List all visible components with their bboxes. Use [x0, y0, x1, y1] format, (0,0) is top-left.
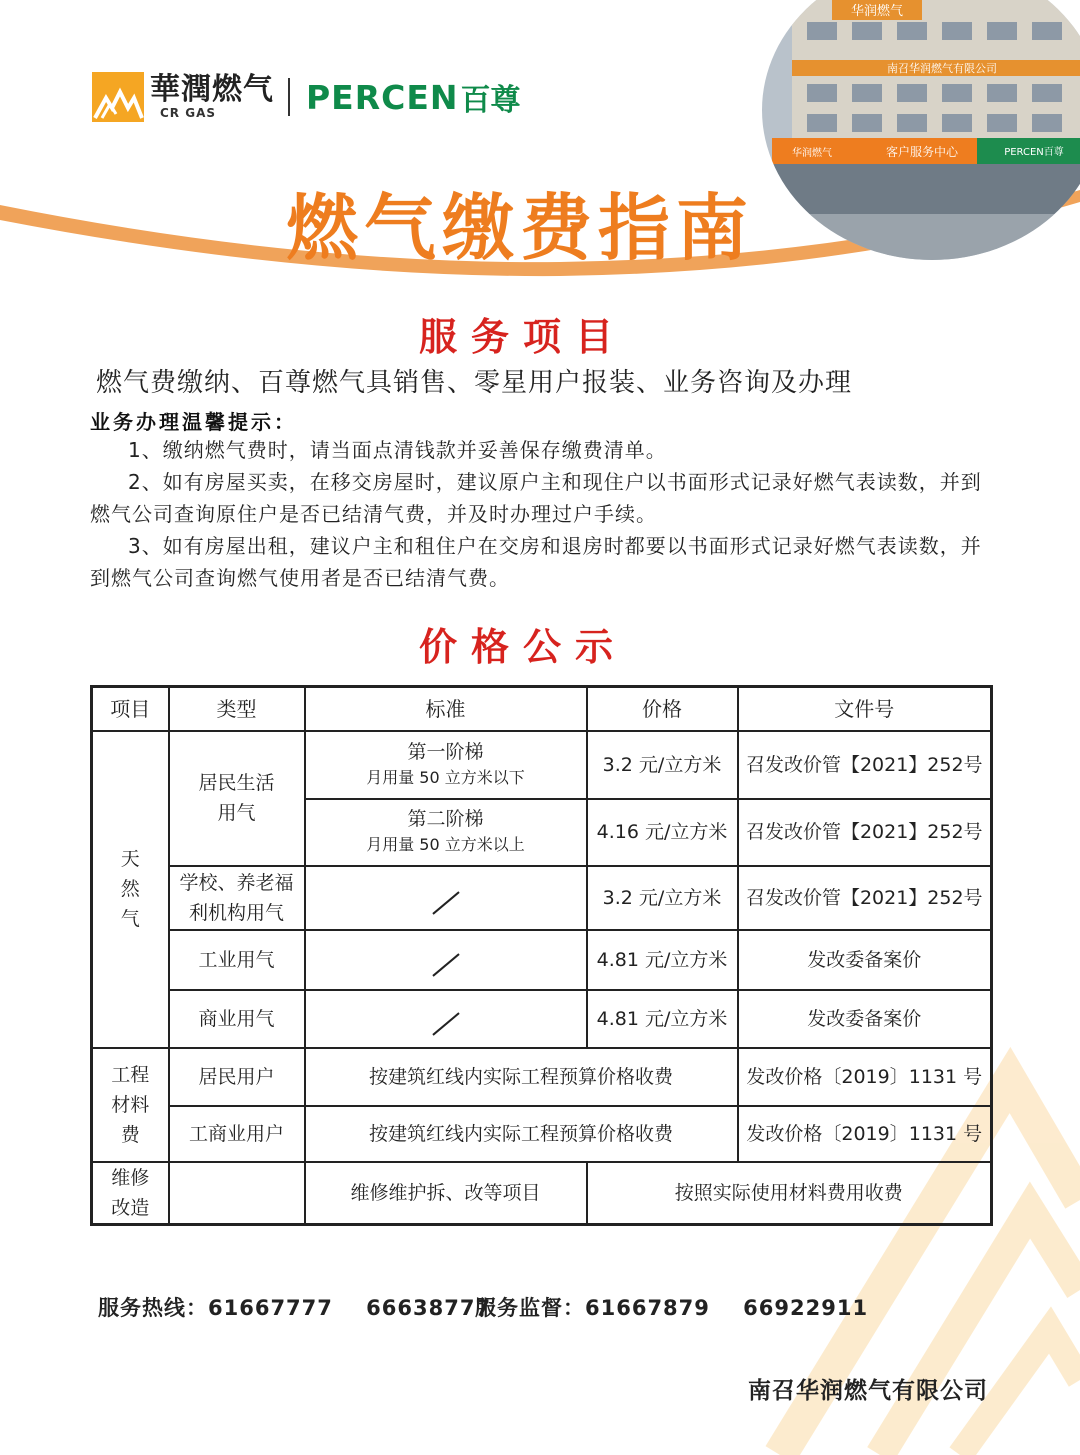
category-label: 天然气 [120, 848, 140, 930]
standard-cell-empty [305, 930, 587, 990]
table-row [92, 1106, 992, 1162]
tier-name: 第一阶梯 [407, 740, 484, 763]
price-table [90, 685, 993, 1226]
tip-item: 3、如有房屋出租，建议户主和租住户在交房和退房时都要以书面形式记录好燃气表读数，并到燃气公司查询燃气使用者是否已结清气费。 [90, 534, 982, 590]
table-row [92, 930, 992, 990]
category-engineering [92, 1048, 169, 1162]
cr-gas-logo-icon [92, 72, 144, 122]
standard-cell: 维修维护拆、改等项目 [305, 1162, 587, 1225]
price-cell: 4.81 元/立方米 [587, 930, 738, 990]
standard-cell-empty [305, 866, 587, 930]
table-header-row [92, 687, 992, 731]
brand-logo [92, 72, 521, 122]
percen-wordmark: PERCEN [306, 77, 459, 117]
service-description: 燃气费缴纳、百尊燃气具销售、零星用户报装、业务咨询及办理 [96, 368, 853, 398]
price-cell: 按照实际使用材料费用收费 [587, 1162, 992, 1225]
logo-divider [288, 78, 290, 116]
table-row [92, 1162, 992, 1225]
supervise-number: 66922911 [743, 1296, 869, 1320]
building-banner-text: 南召华润燃气有限公司 [887, 62, 997, 75]
category-label: 工程材料费 [111, 1063, 150, 1146]
price-cell: 3.2 元/立方米 [587, 866, 738, 930]
service-supervision [475, 1292, 868, 1322]
shop-sign-right-text: PERCEN百尊 [1004, 147, 1064, 158]
standard-cell-empty [305, 990, 587, 1048]
header-cell-item: 项目 [92, 687, 169, 731]
type-cell: 商业用气 [169, 990, 305, 1048]
table-row [92, 731, 992, 799]
doc-cell: 发改委备案价 [738, 990, 992, 1048]
doc-cell: 召发改价管【2021】252号 [738, 799, 992, 866]
standard-cell [305, 799, 587, 866]
slash-mark [432, 1012, 459, 1035]
tip-item: 2、如有房屋买卖，在移交房屋时，建议原户主和现住户以书面形式记录好燃气表读数，并到燃气公司查询原住户是否已结清气费，并及时办理过户手续。 [90, 470, 982, 526]
supervise-number: 61667879 [585, 1296, 710, 1320]
hotline-label: 服务热线： [98, 1296, 208, 1320]
table-row [92, 866, 992, 930]
slash-mark [432, 891, 459, 914]
percen-cn-text: 百尊 [460, 83, 521, 118]
price-cell: 3.2 元/立方米 [587, 731, 738, 799]
type-label: 学校、养老福利机构用气 [179, 871, 294, 924]
price-cell: 4.16 元/立方米 [587, 799, 738, 866]
header-cell-doc: 文件号 [738, 687, 992, 731]
type-label: 居民生活用气 [198, 772, 275, 824]
shop-sign-left-text: 华润燃气 [792, 148, 832, 159]
type-cell: 居民用户 [169, 1048, 305, 1106]
tier-desc: 月用量 50 立方米以下 [366, 767, 525, 787]
tips-heading: 业务办理温馨提示： [90, 410, 297, 434]
header-cell-type: 类型 [169, 687, 305, 731]
tier-desc: 月用量 50 立方米以上 [366, 835, 525, 854]
tier-name: 第二阶梯 [407, 808, 484, 830]
service-hotline [98, 1292, 491, 1322]
table-row [92, 990, 992, 1048]
logo-cn-text: 華潤燃气 [150, 72, 274, 107]
type-cell-empty [169, 1162, 305, 1225]
type-cell: 工业用气 [169, 930, 305, 990]
header-cell-standard: 标准 [305, 687, 587, 731]
hotline-number: 61667777 [208, 1296, 333, 1320]
page-title: 燃气缴费指南 [285, 186, 754, 270]
type-cell [169, 866, 305, 930]
table-row [92, 1048, 992, 1106]
price-cell: 4.81 元/立方米 [587, 990, 738, 1048]
category-natural-gas [92, 731, 169, 1048]
tip-item: 1、缴纳燃气费时，请当面点清钱款并妥善保存缴费清单。 [128, 438, 667, 462]
standard-cell: 按建筑红线内实际工程预算价格收费 [305, 1048, 738, 1106]
cr-gas-wordmark [150, 74, 274, 120]
header-cell-price: 价格 [587, 687, 738, 731]
doc-cell: 召发改价管【2021】252号 [738, 731, 992, 799]
standard-cell: 按建筑红线内实际工程预算价格收费 [305, 1106, 738, 1162]
shop-sign-center-text: 客户服务中心 [885, 145, 959, 159]
service-section-title: 服务项目 [418, 315, 627, 359]
standard-cell [305, 731, 587, 799]
type-cell [169, 731, 305, 866]
price-section-title: 价格公示 [418, 625, 627, 669]
rooftop-sign-text: 华润燃气 [850, 4, 904, 19]
category-repair [92, 1162, 169, 1225]
supervise-label: 服务监督： [475, 1296, 585, 1320]
slash-mark [432, 953, 459, 976]
doc-cell: 发改委备案价 [738, 930, 992, 990]
category-label: 维修改造 [111, 1166, 150, 1219]
company-name: 南召华润燃气有限公司 [748, 1378, 988, 1404]
doc-cell: 召发改价管【2021】252号 [738, 866, 992, 930]
doc-cell: 发改价格〔2019〕1131 号 [738, 1106, 992, 1162]
type-cell: 工商业用户 [169, 1106, 305, 1162]
hotline-number: 66638777 [366, 1296, 492, 1320]
doc-cell: 发改价格〔2019〕1131 号 [738, 1048, 992, 1106]
logo-en-text: CR GAS [160, 106, 217, 120]
